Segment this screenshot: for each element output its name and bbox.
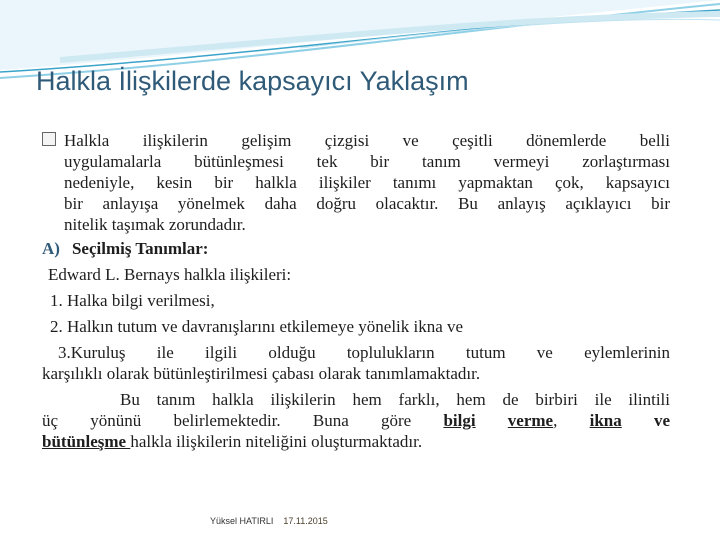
definition-item-3-line1: 3.Kuruluş ile ilgili olduğu toplulukların tutum ve eylemlerinin (58, 343, 670, 362)
intro-paragraph (42, 130, 670, 235)
intro-line: nedeniyle, kesin bir halkla ilişkiler tanımı yapmaktan çok, kapsayıcı (64, 173, 670, 192)
closing-text (476, 411, 508, 430)
bernays-intro: Edward L. Bernays halkla ilişkileri: (48, 265, 292, 284)
intro-line: bir anlayışa yönelmek daha doğru olacaktır. Bu anlayış açıklayıcı bir (64, 194, 670, 213)
intro-line: nitelik taşımak zorundadır. (64, 215, 246, 234)
definition-item-1: 1. Halka bilgi verilmesi, (50, 291, 215, 310)
section-a-heading (42, 238, 670, 259)
slide-footer (210, 516, 328, 526)
closing-text: halkla ilişkilerin niteliğini oluşturmaktadır. (130, 432, 423, 451)
intro-line: Halkla ilişkilerin gelişim çizgisi ve çeşitli dönemlerde belli (64, 131, 670, 150)
footer-date: 17.11.2015 (283, 516, 328, 526)
slide-body (42, 130, 670, 452)
closing-line-3 (42, 431, 670, 452)
keyword-bilgi: bilgi (443, 411, 476, 430)
closing-line-2 (42, 410, 670, 431)
slide-title: Halkla İlişkilerde kapsayıcı Yaklaşım (36, 66, 469, 96)
closing-text: , (553, 411, 590, 430)
keyword-butunlesme: bütünleşme (42, 432, 131, 451)
section-a-title: Seçilmiş Tanımlar: (71, 239, 209, 258)
closing-line-1: Bu tanım halkla ilişkilerin hem farklı, hem de birbiri ile ilintili (120, 390, 670, 409)
definition-item-3-line2: karşılıklı olarak bütünleştirilmesi çabası olarak tanımlamaktadır. (42, 364, 481, 383)
definition-item-2: 2. Halkın tutum ve davranışlarını etkilemeye yönelik ikna ve (50, 317, 464, 336)
closing-text: ve (621, 411, 671, 430)
intro-line: uygulamalarla bütünleşmesi tek bir tanım vermeyi zorlaştırması (64, 152, 670, 171)
bullet-box-icon (42, 132, 56, 146)
closing-text: üç yönünü belirlemektedir. Buna göre (42, 411, 444, 430)
footer-author: Yüksel HATIRLI (210, 516, 274, 526)
section-a-label: A) (42, 239, 60, 258)
keyword-ikna: ikna (589, 411, 622, 430)
keyword-verme: verme (507, 411, 554, 430)
